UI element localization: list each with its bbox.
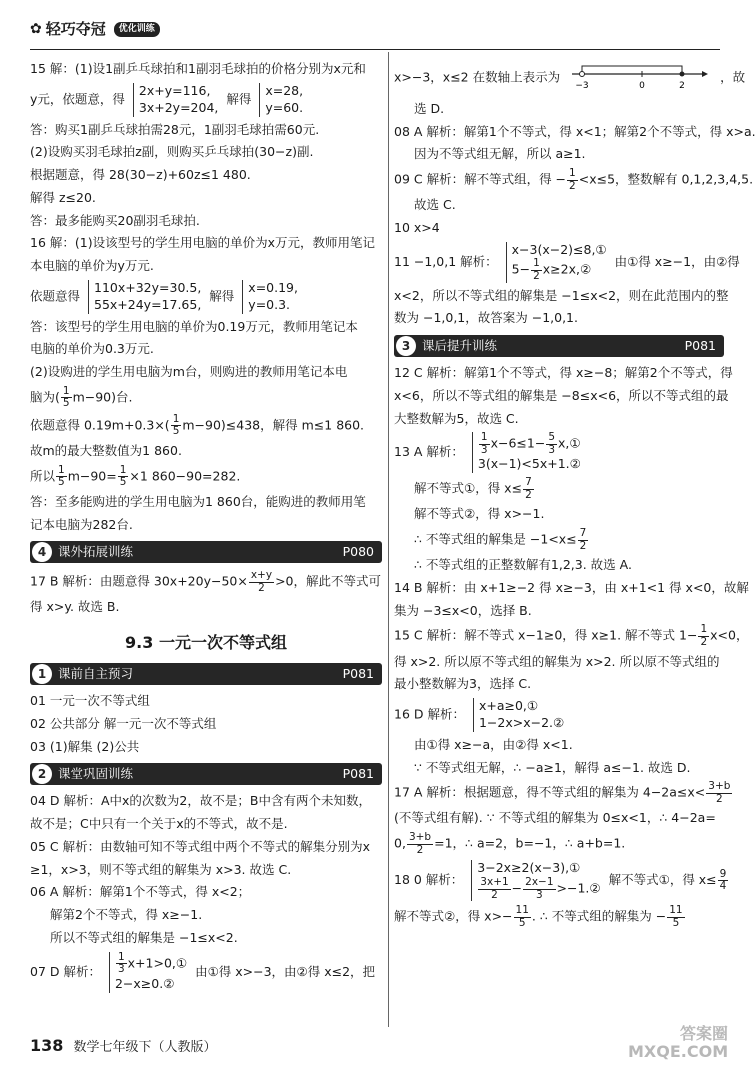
answer-line: 故不是；C中只有一个关于x的不等式，故不是. <box>30 816 288 832</box>
brand-name: 轻巧夺冠 <box>45 20 106 39</box>
answer-line: 电脑的单价为0.3万元. <box>30 341 154 357</box>
answer-line: 答：最多能购买20副羽毛球拍. <box>30 212 200 228</box>
tick-label: 2 <box>679 81 685 91</box>
answer-line: 04 D 解析：A中x的次数为2，故不是；B中含有两个未知数， <box>30 793 371 809</box>
fraction: $\frac{5}{3}$ <box>548 431 555 456</box>
answer-line: 0, $\frac{3+b}{2}$ =1，∴ a=2，b=−1，∴ a+b=1. <box>394 831 626 856</box>
section-banner-extension <box>30 541 382 563</box>
banner-page: P081 <box>342 766 374 781</box>
fraction: $\frac{9}{4}$ <box>719 867 727 893</box>
banner-number: 3 <box>396 336 416 356</box>
answer-line: 11 −1,0,1 解析： x−3(x−2)≤8,① 5− $\frac{1}{2}$ x≥2x,② 由①得 x≥−1，由②得 <box>394 241 740 283</box>
answer-line: 01 一元一次不等式组 <box>30 693 150 709</box>
answer-line: 05 C 解析：由数轴可知不等式组中两个不等式的解集分别为x <box>30 838 370 854</box>
fraction: $\frac{1}{2}$ <box>700 623 708 649</box>
banner-label: 课堂巩固训练 <box>58 766 134 781</box>
fraction: $\frac{x+y}{2}$ <box>250 569 273 594</box>
answer-line: 02 公共部分 解一元一次不等式组 <box>30 715 217 731</box>
fraction: $\frac{1}{5}$ <box>172 412 180 438</box>
answer-line: 12 C 解析：解第1个不等式，得 x≥−8；解第2个不等式，得 <box>394 365 733 381</box>
equation-system: 2x+y=116, 3x+2y=204, <box>133 83 218 117</box>
page-header <box>30 10 720 50</box>
section-banner-after-class <box>394 335 724 357</box>
fraction: $\frac{3+b}{2}$ <box>708 780 731 805</box>
answer-line: 17 A 解析：根据题意，得不等式组的解集为 4−2a≤x< $\frac{3+b}{2}$ <box>394 780 731 805</box>
answer-line: 所以不等式组的解集是 −1≤x<2. <box>50 929 238 945</box>
section-title: 9.3 一元一次不等式组 <box>125 633 287 653</box>
answer-line: 得 x>2. 所以原不等式组的解集为 x>2. 所以原不等式组的 <box>394 653 720 669</box>
fraction: $\frac{2x-1}{3}$ <box>525 876 554 901</box>
answer-line: (2)设购进的学生用电脑为m台，则购进的教师用笔记本电 <box>30 364 348 379</box>
answer-line: 答：购买1副乒乓球拍需28元，1副羽毛球拍需60元. <box>30 121 320 137</box>
answer-line: 09 C 解析：解不等式组，得 − $\frac{1}{2}$ <x≤5，整数解有 0,1,2,3,4,5. <box>394 167 754 192</box>
answer-line: 15 C 解析：解不等式 x−1≥0，得 x≥1. 解不等式 1− $\frac{1}{2}$ x<0， <box>394 623 749 649</box>
solution-system: x=0.19, y=0.3. <box>242 280 298 314</box>
equation-system: $\frac{1}{3}$ x+1>0,① 2−x≥0.② <box>109 952 187 993</box>
equation-system: 110x+32y=30.5, 55x+24y=17.65, <box>88 280 201 314</box>
banner-page: P080 <box>342 543 374 559</box>
equation-system: $\frac{1}{3}$ x−6≤1− $\frac{5}{3}$ x,① 3(x−1)<5x+1.② <box>472 432 581 473</box>
banner-number: 1 <box>32 664 52 684</box>
answer-line: 解第2个不等式，得 x≥−1. <box>50 907 203 923</box>
answer-line: y元，依题意，得 2x+y=116, 3x+2y=204, 解得 x=28, y=60. <box>30 82 304 115</box>
answer-line: 记本电脑为282台. <box>30 516 133 532</box>
equation-system: x+a≥0,① 1−2x>x−2.② <box>473 698 564 732</box>
banner-number: 2 <box>32 764 52 784</box>
answer-line: 解得 z≤20. <box>30 189 96 205</box>
brand-logo-icon: ✿ <box>30 21 42 37</box>
banner-page: P081 <box>342 665 374 681</box>
answer-line: 选 D. <box>414 100 445 116</box>
section-banner-preview <box>30 663 382 685</box>
answer-line: 17 B 解析：由题意得 30x+20y−50× $\frac{x+y}{2}$ >0，解此不等式可 <box>30 569 382 594</box>
answer-line: 15 解：(1)设1副乒乓球拍和1副羽毛球拍的价格分别为x元和 <box>30 61 366 76</box>
answer-line: ∴ 不等式组的正整数解有1,2,3. 故选 A. <box>414 557 632 573</box>
banner-label: 课后提升训练 <box>422 337 498 353</box>
banner-page: P081 <box>684 337 716 353</box>
answer-line: ≥1，x>3，则不等式组的解集为 x>3. 故选 C. <box>30 861 292 877</box>
answer-line: 根据题意，得 28(30−z)+60z≤1 480. <box>30 167 251 182</box>
tick-label: −3 <box>575 81 589 91</box>
column-divider <box>388 52 389 1027</box>
answer-line: 03 (1)解集 (2)公共 <box>30 738 140 754</box>
answer-line: x<6，所以不等式组的解集是 −8≤x<6，所以不等式组的最 <box>394 387 729 403</box>
watermark-logo: 答案圈 MXQE.COM <box>628 1024 729 1061</box>
answer-line: x<2，所以不等式组的解集是 −1≤x<2，则在此范围内的整 <box>394 287 729 303</box>
answer-line: 解不等式②，得 x>− $\frac{11}{5}$ . ∴ 不等式组的解集为 − $\frac{11}{5}$ <box>394 904 683 929</box>
answer-line: x>−3，x≤2 在数轴上表示为 −3 0 2 ，故 <box>394 58 724 98</box>
answer-line: 16 D 解析： x+a≥0,① 1−2x>x−2.② <box>394 698 565 730</box>
fraction: $\frac{11}{5}$ <box>669 904 683 929</box>
fraction: $\frac{1}{5}$ <box>58 463 65 489</box>
answer-line: 13 A 解析： $\frac{1}{3}$ x−6≤1− $\frac{5}{3}$ x,① 3(x−1)<5x+1.② <box>394 431 581 472</box>
answer-line: 依题意得 110x+32y=30.5, 55x+24y=17.65, 解得 x=0.19, y=0.3. <box>30 279 298 312</box>
section-banner-classroom <box>30 763 382 785</box>
fraction: $\frac{7}{2}$ <box>579 527 587 552</box>
banner-number: 4 <box>32 542 52 562</box>
answer-line: 得 x>y. 故选 B. <box>30 599 120 615</box>
answer-line: (不等式组有解). ∵ 不等式组的解集为 0≤x<1，∴ 4−2a= <box>394 810 716 826</box>
fraction: $\frac{1}{2}$ <box>533 257 540 283</box>
fraction: $\frac{3x+1}{2}$ <box>480 876 509 901</box>
answer-line: 答：至多能购进的学生用电脑为1 860台，能购进的教师用笔 <box>30 493 366 509</box>
answer-line: 解不等式②，得 x>−1. <box>414 506 545 522</box>
fraction: $\frac{7}{2}$ <box>525 476 532 501</box>
answer-line: 解不等式①，得 x≤ $\frac{7}{2}$ <box>414 476 532 501</box>
answer-line: 依题意得 0.19m+0.3×( $\frac{1}{5}$ m−90)≤438，解得 m≤1 860. <box>30 412 365 438</box>
page-number: 138 <box>30 1036 64 1055</box>
answer-line: 脑为( $\frac{1}{5}$ m−90)台. <box>30 384 133 410</box>
brand <box>30 18 160 41</box>
page-footer <box>30 1034 217 1058</box>
answer-line: (2)设购买羽毛球拍z副，则购买乒乓球拍(30−z)副. <box>30 144 314 160</box>
answer-line: 10 x>4 <box>394 219 440 235</box>
fraction: $\frac{3+b}{2}$ <box>408 831 432 856</box>
answer-line: ∴ 不等式组的解集是 −1<x≤ $\frac{7}{2}$ <box>414 527 587 552</box>
answer-line: 18 0 解析： 3−2x≥2(x−3),① $\frac{3x+1}{2}$ − $\frac{2x-1}{3}$ >−1.② 解不等式①，得 x≤ $\frac{9}{4}$ <box>394 860 727 901</box>
banner-label: 课前自主预习 <box>58 665 134 681</box>
tick-label: 0 <box>639 81 645 91</box>
number-line-figure <box>570 60 710 96</box>
equation-system: 3−2x≥2(x−3),① $\frac{3x+1}{2}$ − $\frac{2x-1}{3}$ >−1.② <box>471 860 600 901</box>
right-column <box>394 58 756 1027</box>
fraction: $\frac{1}{3}$ <box>117 950 125 976</box>
answer-line: 08 A 解析：解第1个不等式，得 x<1；解第2个不等式，得 x>a. <box>394 123 756 139</box>
answer-line: 06 A 解析：解第1个不等式，得 x<2； <box>30 884 251 900</box>
banner-label: 课外拓展训练 <box>58 543 134 559</box>
answer-line: 本电脑的单价为y万元. <box>30 258 154 273</box>
answer-line: 故选 C. <box>414 197 456 213</box>
answer-line: 答：该型号的学生用电脑的单价为0.19万元，教师用笔记本 <box>30 318 358 334</box>
brand-badge: 优化训练 <box>114 22 160 38</box>
answer-line: 最小整数解为3，选择 C. <box>394 676 532 692</box>
fraction: $\frac{1}{5}$ <box>62 384 70 410</box>
answer-line: 集为 −3≤x<0，选择 B. <box>394 602 532 618</box>
answer-line: 故m的最大整数值为1 860. <box>30 442 182 458</box>
answer-line: 数为 −1,0,1，故答案为 −1,0,1. <box>394 310 578 326</box>
solution-system: x=28, y=60. <box>259 83 303 117</box>
answer-line: 所以 $\frac{1}{5}$ m−90= $\frac{1}{5}$ ×1 860−90=282. <box>30 463 241 489</box>
answer-line: 因为不等式组无解，所以 a≥1. <box>414 146 586 162</box>
left-column <box>30 58 382 1027</box>
answer-line: 07 D 解析： $\frac{1}{3}$ x+1>0,① 2−x≥0.② 由①得 x>−3，由②得 x≤2，把 <box>30 950 376 991</box>
fraction: $\frac{1}{5}$ <box>119 463 127 489</box>
answer-line: 由①得 x≥−a，由②得 x<1. <box>414 736 573 752</box>
answer-line: 16 解：(1)设该型号的学生用电脑的单价为x万元，教师用笔记 <box>30 235 375 251</box>
answer-line: ∵ 不等式组无解，∴ −a≥1，解得 a≤−1. 故选 D. <box>414 759 691 775</box>
answer-line: 大整数解为5，故选 C. <box>394 410 519 426</box>
fraction: $\frac{1}{2}$ <box>569 167 576 192</box>
fraction: $\frac{1}{3}$ <box>480 431 488 456</box>
equation-system: x−3(x−2)≤8,① 5− $\frac{1}{2}$ x≥2x,② <box>506 242 607 283</box>
fraction: $\frac{11}{5}$ <box>515 904 529 929</box>
footer-subject: 数学七年级下（人教版） <box>73 1040 217 1055</box>
answer-line: 14 B 解析：由 x+1≥−2 得 x≥−3，由 x+1<1 得 x<0，故解 <box>394 579 749 595</box>
